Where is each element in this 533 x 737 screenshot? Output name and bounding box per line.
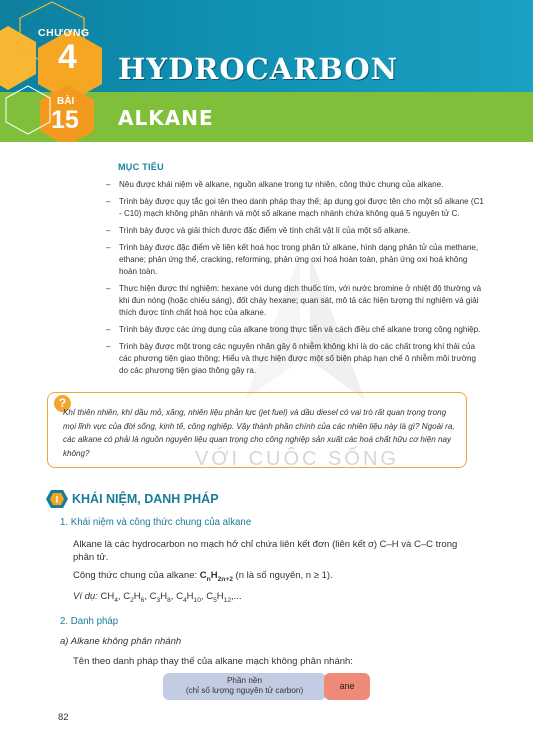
question-text: Khí thiên nhiên, khí dầu mỏ, xăng, nhiên liệu phản lực (jet fuel) và dầu diesel có vai trò rất quan trọng trong mọi lĩnh vực của đời sống, kinh tế, công nghiệp. Vậy thành phần chính của các nhiên liệu này là gì? Ngoài ra, các alkane có phải là nguồn nguyên liệu quan trọng cho công nghiệp sản xuất các hoá chất hữu cơ hiện nay không? — [63, 408, 455, 458]
list-item: – Trình bày được các ứng dụng của alkane trong thực tiễn và cách điều chế alkane trong công nghiệp. — [106, 325, 481, 334]
question-icon: ? — [54, 395, 71, 412]
chapter-header — [0, 0, 533, 142]
chapter-number: 4 — [58, 38, 77, 76]
watermark-text: VỚI CUỘC SỐNG — [195, 448, 399, 470]
subsubsection-title: a) Alkane không phân nhánh — [60, 636, 182, 647]
name-stem-box — [163, 673, 326, 700]
section-hexagon-icon — [46, 489, 68, 509]
name-stem-note: (chỉ số lượng nguyên tử carbon) — [185, 686, 304, 695]
chapter-label: CHƯƠNG — [38, 27, 90, 39]
name-suffix-box: ane — [324, 673, 370, 700]
list-item: – Trình bày được một trong các nguyên nhân gây ô nhiễm không khí là do các chất trong khí thải của các phương tiện giao thông; Hiểu và thực hiện được một số biện pháp hạn chế ô nhiễm môi trường do các phương tiện giao thông gây ra. — [106, 342, 477, 375]
objectives-list — [106, 179, 486, 382]
list-item: – Thực hiện được thí nghiệm: hexane với dung dịch thuốc tím, với nước bromine ở nhiệt độ thường và khi đun nóng (hoặc chiếu sáng), đốt cháy hexane; quan sát, mô tả các hiện tượng thí nghiệm và giải thích được tính chất hoá học của alkane. — [106, 284, 482, 317]
section-number: I — [55, 494, 59, 505]
lesson-number: 15 — [51, 106, 79, 134]
page-number: 82 — [58, 712, 69, 723]
example-paragraph: Ví dụ: $CH_4$, $C_2H_6$, $C_3H_8$, $C_4H_{10}$, $C_5H_{12}$,... — [73, 591, 242, 604]
naming-paragraph: Tên theo danh pháp thay thế của alkane mạch không phân nhánh: — [73, 656, 353, 667]
list-item: – Trình bày được và giải thích được đặc điểm về tính chất vật lí của một số alkane. — [106, 226, 411, 235]
chapter-title: HYDROCARBON — [118, 52, 399, 86]
subsection-title: 1. Khái niệm và công thức chung của alkane — [60, 517, 252, 528]
definition-paragraph: Alkane là các hydrocarbon no mạch hở chỉ chứa liên kết đơn (liên kết σ) C–H và C–C trong phân tử. — [73, 539, 458, 563]
list-item: – Trình bày được đặc điểm về liên kết hoá học trong phân tử alkane, hình dạng phân tử của methane, ethane; phản ứng thế, cracking, reforming, phản ứng oxi hoá hoàn toàn, phản ứng oxi hoá không hoàn toàn. — [106, 243, 479, 276]
lesson-title: ALKANE — [118, 106, 214, 130]
list-item: – Nêu được khái niệm về alkane, nguồn alkane trong tự nhiên, công thức chung của alkane. — [106, 180, 444, 189]
name-stem-label: Phần nền — [226, 676, 263, 685]
objectives-heading: MỤC TIÊU — [118, 162, 164, 172]
lesson-label: BÀI — [57, 96, 75, 107]
subsection-title: 2. Danh pháp — [60, 616, 119, 627]
list-item: – Trình bày được quy tắc gọi tên theo danh pháp thay thế; áp dụng gọi được tên cho một số alkane (C1 - C10) mạch không phân nhánh và một số alkane mạch nhánh chứa không quá 5 nguyên tử C. — [106, 197, 484, 218]
general-formula-paragraph: Công thức chung của alkane: $C_nH_{2n+2}$ (n là số nguyên, n ≥ 1). — [73, 570, 333, 583]
section-title: KHÁI NIỆM, DANH PHÁP — [72, 492, 219, 506]
